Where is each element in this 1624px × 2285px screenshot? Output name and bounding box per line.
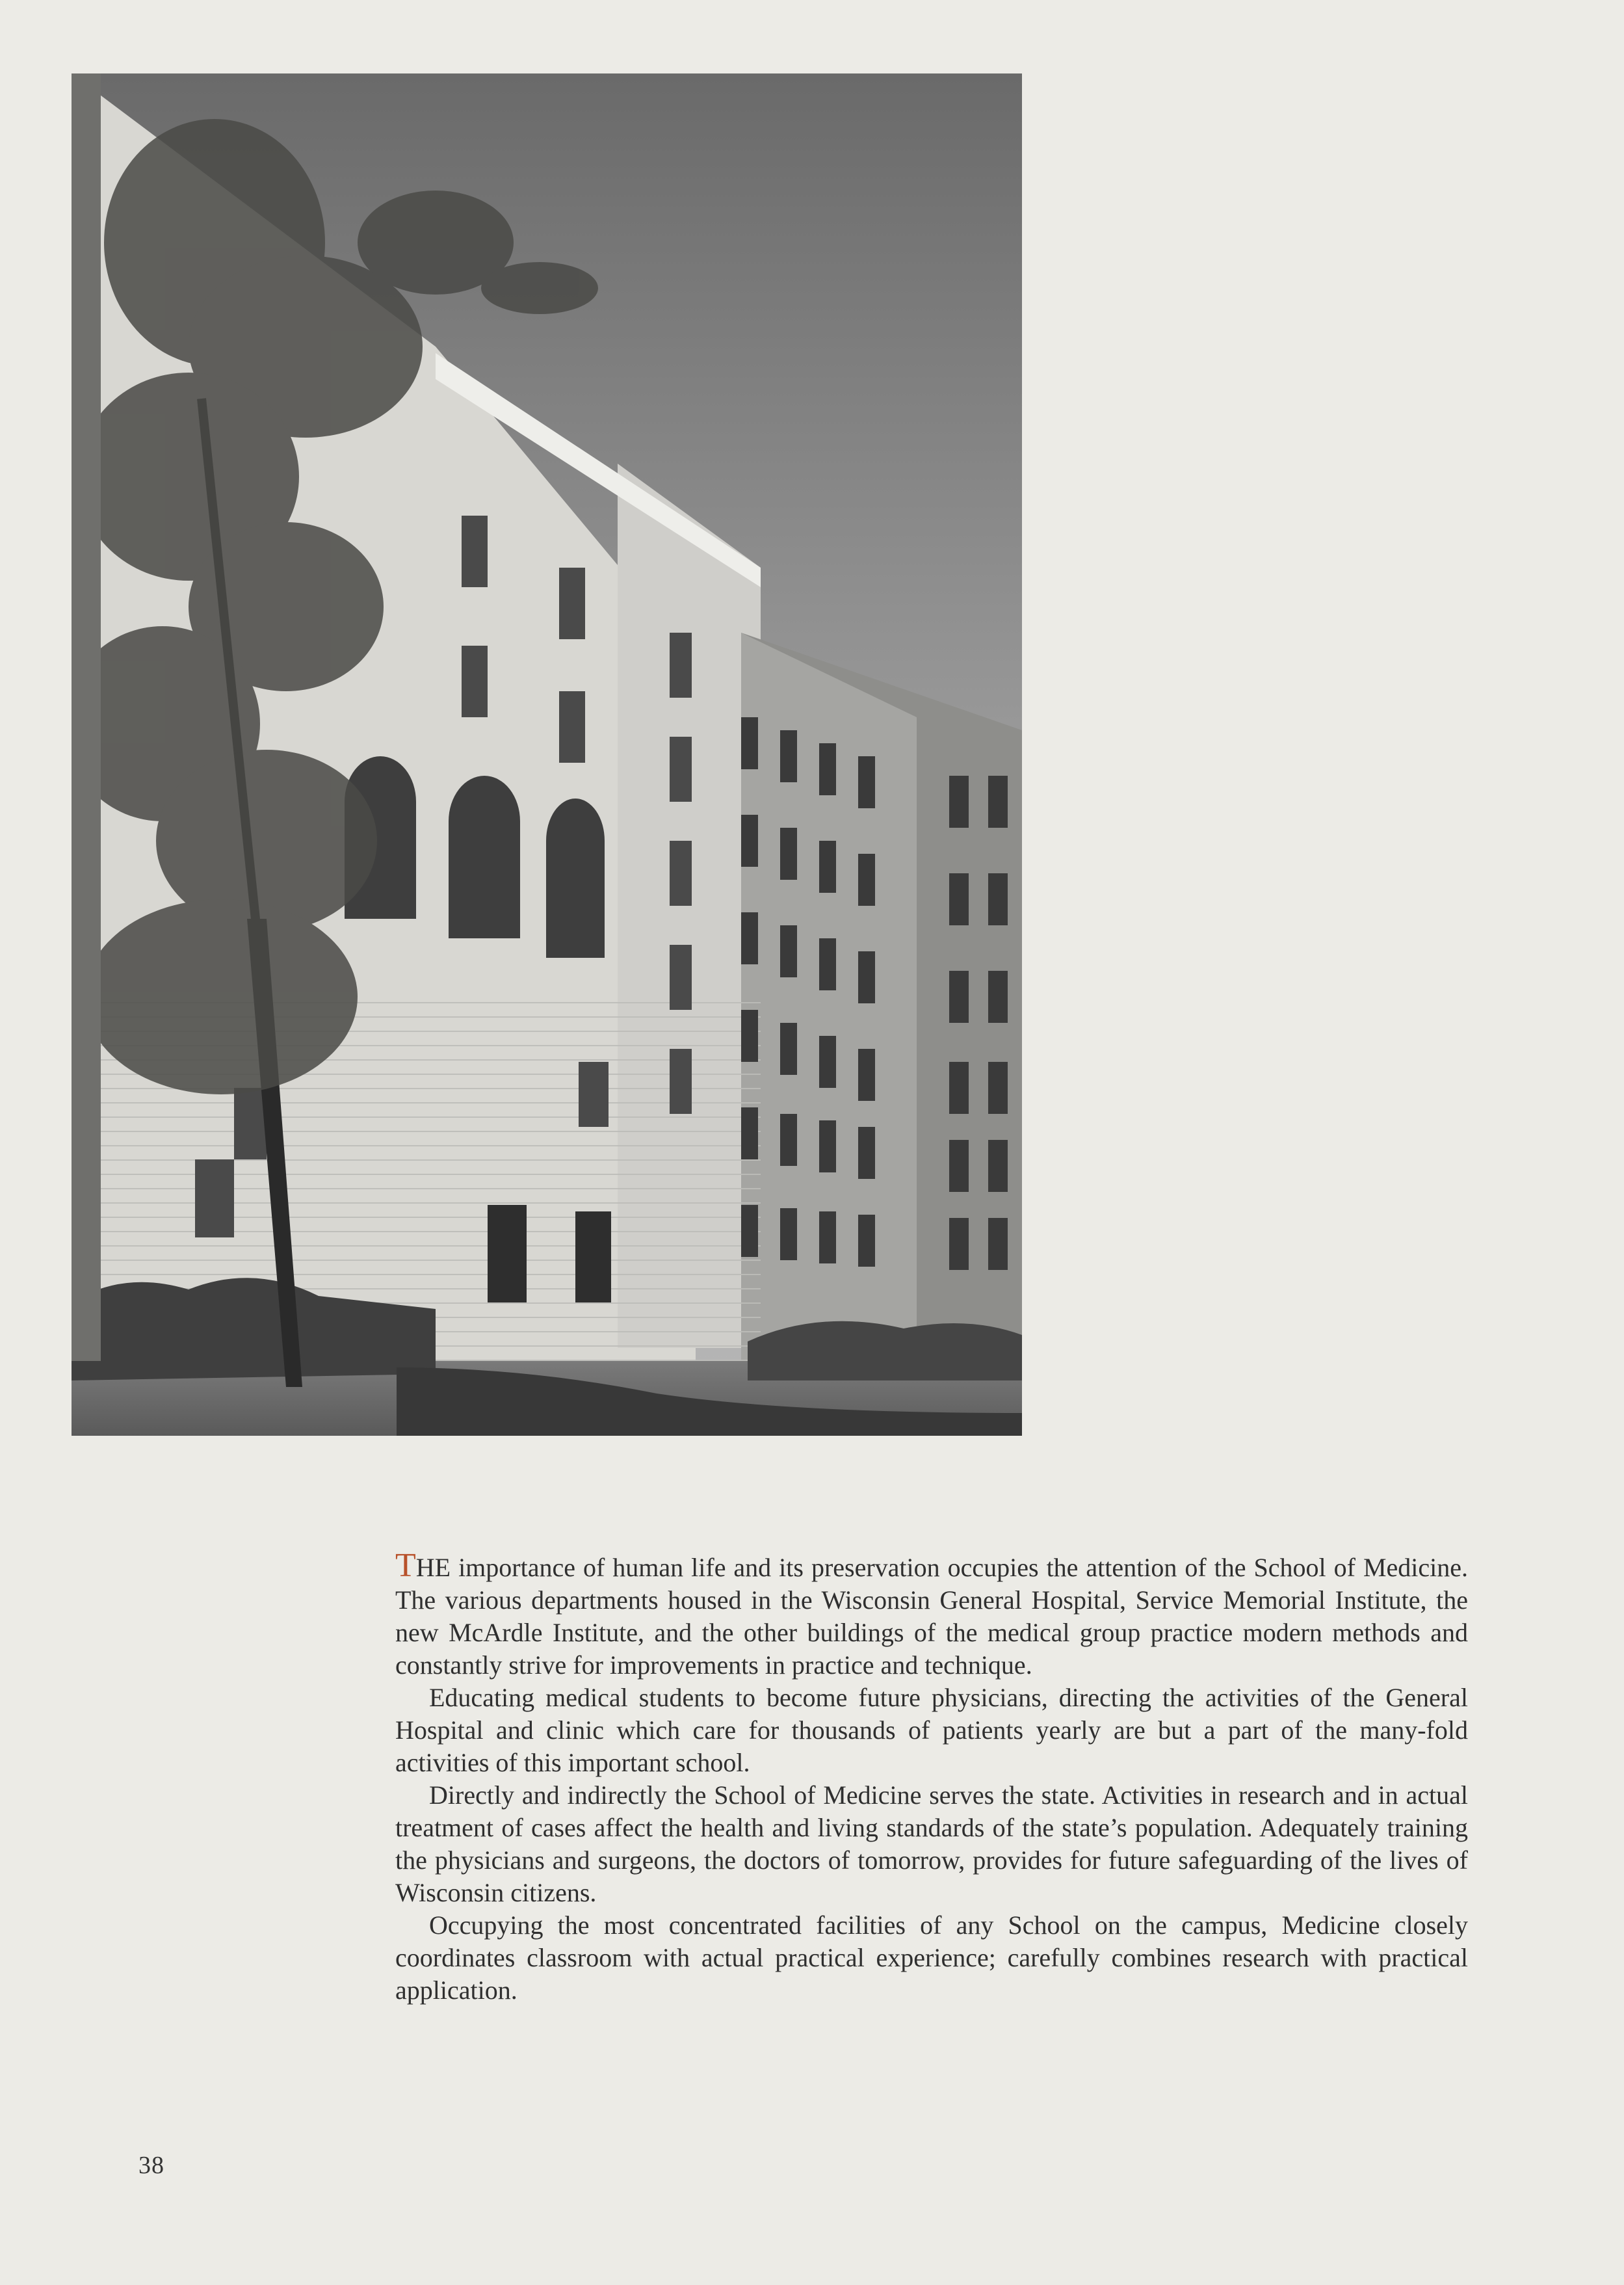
paragraph-3: Directly and indirectly the School of Medicine serves the state. Activities in research and in actual treatment of cases affect the health and living standards of the state’s population. Adequately training the physicians and surgeons, the doctors of tomorrow, provides for future safeguarding of the lives of Wisconsin citizens. [395,1780,1468,1907]
paragraph-1 [395,1547,1468,1682]
paragraph-2: Educating medical students to become future physicians, directing the activities of the General Hospital and clinic which care for thousands of patients yearly are but a part of the many-fold activities of this important school. [395,1683,1468,1777]
paragraph-4: Occupying the most concentrated facilities of any School on the campus, Medicine closely coordinates classroom with actual practical experience; carefully combines research with practical application. [395,1910,1468,2005]
photograph-illustration [72,73,1022,1436]
paragraph-1-text: HE importance of human life and its preservation occupies the attention of the School of Medicine. The various departments housed in the Wisconsin General Hospital, Service Memorial Institute, the new McArdle Institute, and the other buildings of the medical group practice modern methods and constantly strive for improvements in practice and technique. [395,1553,1468,1680]
page-number: 38 [138,2152,164,2179]
building-photograph [72,73,1022,1436]
drop-cap: T [395,1547,416,1584]
article-text [395,1547,1468,2007]
